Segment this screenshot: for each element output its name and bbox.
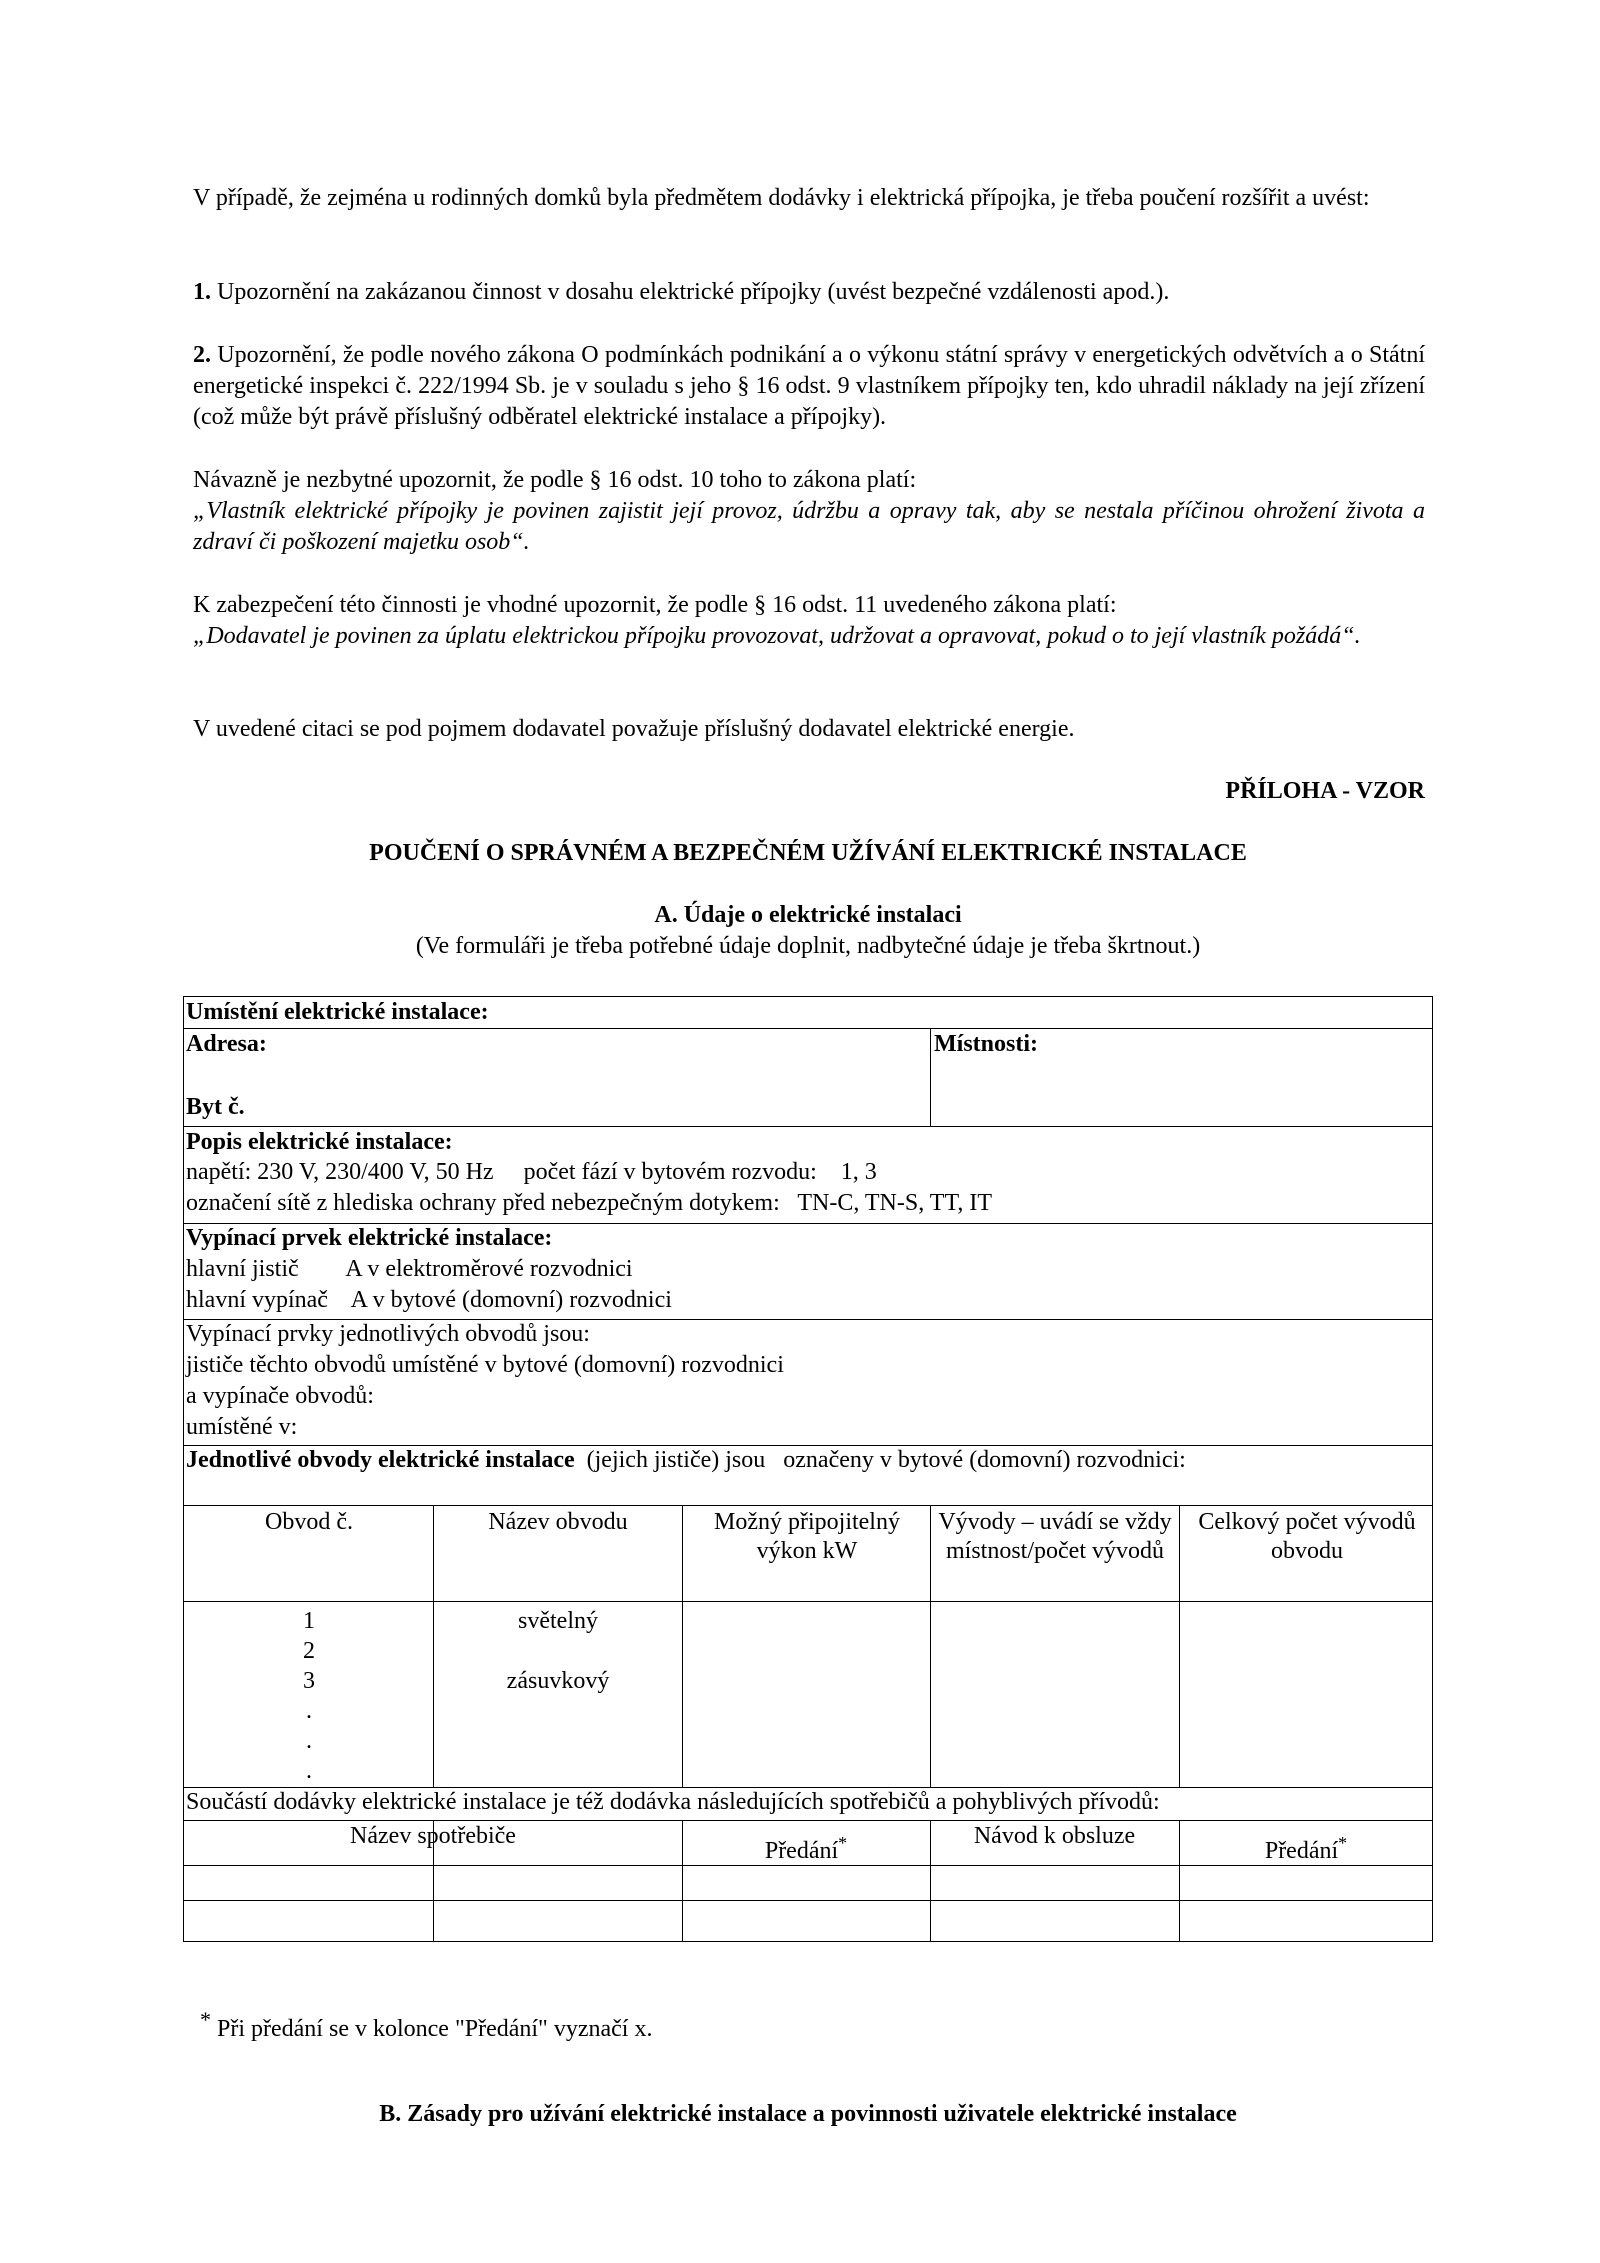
appliance-header-manual: Návod k obsluze (973, 1823, 1136, 1849)
circuit-number: 1 (303, 1608, 315, 1634)
switch-label: Vypínací prvek elektrické instalace: (186, 1225, 553, 1251)
column-divider (930, 1028, 931, 1126)
law-lead-11: K zabezpečení této činnosti je vhodné upozornit, že podle § 16 odst. 11 uvedeného zákona platí: (193, 592, 1117, 618)
handover-star: * (838, 1833, 848, 1853)
address-label: Adresa: (186, 1031, 267, 1057)
appliance-header-handover (682, 1829, 930, 1866)
network-line: označení sítě z hlediska ochrany před nebezpečným dotykem: TN-C, TN-S, TT, IT (186, 1190, 992, 1216)
circuit-header-number: Obvod č. (265, 1509, 353, 1535)
circuit-switches-line: a vypínače obvodů: (186, 1383, 374, 1409)
appliance-header-handover (1179, 1829, 1433, 1866)
intro-paragraph: V případě, že zejména u rodinných domků byla předmětem dodávky i elektrická přípojka, je třeba poučení rozšířit a uvést: (193, 185, 1370, 211)
circuit-number: . (306, 1728, 312, 1754)
item-2-number: 2. (193, 342, 211, 368)
circuit-header-name: Název obvodu (488, 1509, 628, 1535)
circuit-number: 2 (303, 1638, 315, 1664)
handover-star: * (1338, 1833, 1348, 1853)
location-label: Umístění elektrické instalace: (186, 999, 489, 1025)
circuit-number: . (306, 1758, 312, 1784)
circuit-switches-line: umístěné v: (186, 1414, 298, 1440)
main-switch-line: hlavní vypínač A v bytové (domovní) rozvodnici (186, 1287, 672, 1313)
column-divider (682, 1505, 683, 1787)
circuit-name (435, 1636, 681, 1666)
circuit-switches-line: Vypínací prvky jednotlivých obvodů jsou: (186, 1321, 590, 1347)
circuit-number-column (186, 1606, 432, 1786)
section-b-heading: B. Zásady pro užívání elektrické instalace a povinnosti uživatele elektrické instalace (379, 2101, 1237, 2127)
item-1-text: Upozornění na zakázanou činnost v dosahu elektrické přípojky (uvést bezpečné vzdálenosti apod.). (211, 279, 1170, 305)
flat-label: Byt č. (186, 1094, 245, 1120)
footnote-text: Při předání se v kolonce "Předání" vyznačí x. (211, 2016, 653, 2042)
handover-label: Předání (1264, 1838, 1339, 1864)
column-divider (1179, 1505, 1180, 1787)
handover-label: Předání (764, 1838, 839, 1864)
law-lead-10: Návazně je nezbytné upozornit, že podle § 16 odst. 10 toho to zákona platí: (193, 467, 917, 493)
circuit-number: 3 (303, 1668, 315, 1694)
row-divider (184, 1028, 1432, 1029)
circuit-name: zásuvkový (506, 1668, 610, 1694)
rooms-label: Místnosti: (934, 1031, 1038, 1057)
circuits-label-bold: Jednotlivé obvody elektrické instalace (186, 1447, 575, 1473)
circuits-label-rest: (jejich jističe) jsou označeny v bytové (domovní) rozvodnici: (574, 1447, 1186, 1473)
form-title: POUČENÍ O SPRÁVNÉM A BEZPEČNÉM UŽÍVÁNÍ ELEKTRICKÉ INSTALACE (369, 840, 1247, 866)
main-breaker-line: hlavní jistič A v elektroměrové rozvodnici (186, 1256, 633, 1282)
row-divider (184, 1820, 1432, 1821)
supplier-note: V uvedené citaci se pod pojmem dodavatel považuje příslušný dodavatel elektrické energie. (193, 716, 1075, 742)
section-a-note: (Ve formuláři je třeba potřebné údaje doplnit, nadbytečné údaje je třeba škrtnout.) (415, 933, 1201, 959)
column-divider (930, 1505, 931, 1787)
annex-label: PŘÍLOHA - VZOR (1225, 778, 1425, 804)
item-2-text: Upozornění, že podle nového zákona O podmínkách podnikání a o výkonu státní správy v energetických odvětvích a o Státní energetické inspekci č. 222/1994 Sb. je v souladu s jeho § 16 odst. 9 vlastníkem přípojky ten, kdo uhradil náklady na její zřízení (což může být právě příslušný odběratel elektrické instalace a přípojky). (193, 342, 1425, 430)
row-divider (184, 1900, 1432, 1901)
footnote (200, 2004, 1432, 2045)
row-divider (184, 1601, 1432, 1602)
law-quote-11: „Dodavatel je povinen za úplatu elektrickou přípojku provozovat, udržovat a opravovat, pokud o to její vlastník požádá“. (193, 623, 1361, 649)
circuit-header-power: Možný připojitelný výkon kW (714, 1509, 900, 1564)
circuit-name-column (435, 1606, 681, 1696)
voltage-line: napětí: 230 V, 230/400 V, 50 Hz počet fází v bytovém rozvodu: 1, 3 (186, 1159, 877, 1185)
row-divider (184, 1126, 1432, 1127)
circuit-switches-line: jističe těchto obvodů umístěné v bytové (domovní) rozvodnici (186, 1352, 784, 1378)
row-divider (184, 1505, 1432, 1506)
circuit-name: světelný (518, 1608, 598, 1634)
item-1 (193, 277, 1425, 308)
appliance-header-name: Název spotřebiče (350, 1823, 516, 1849)
circuits-label (186, 1446, 1186, 1475)
appliances-label: Součástí dodávky elektrické instalace je též dodávka následujících spotřebičů a pohyblivých přívodů: (186, 1789, 1160, 1815)
footnote-star: * (200, 2007, 211, 2032)
item-2 (193, 340, 1425, 433)
item-1-number: 1. (193, 279, 211, 305)
circuit-number: . (306, 1698, 312, 1724)
section-a-heading: A. Údaje o elektrické instalaci (654, 902, 962, 928)
circuit-header-total: Celkový počet vývodů obvodu (1198, 1509, 1416, 1564)
column-divider (433, 1505, 434, 1787)
circuit-header-outlets: Vývody – uvádí se vždy místnost/počet vývodů (938, 1509, 1172, 1564)
description-label: Popis elektrické instalace: (186, 1129, 453, 1155)
law-quote-10: „Vlastník elektrické přípojky je povinen zajistit její provoz, údržbu a opravy tak, aby se nestala příčinou ohrožení života a zdraví či poškození majetku osob“. (193, 498, 1425, 555)
installation-form-table (183, 996, 1433, 1942)
